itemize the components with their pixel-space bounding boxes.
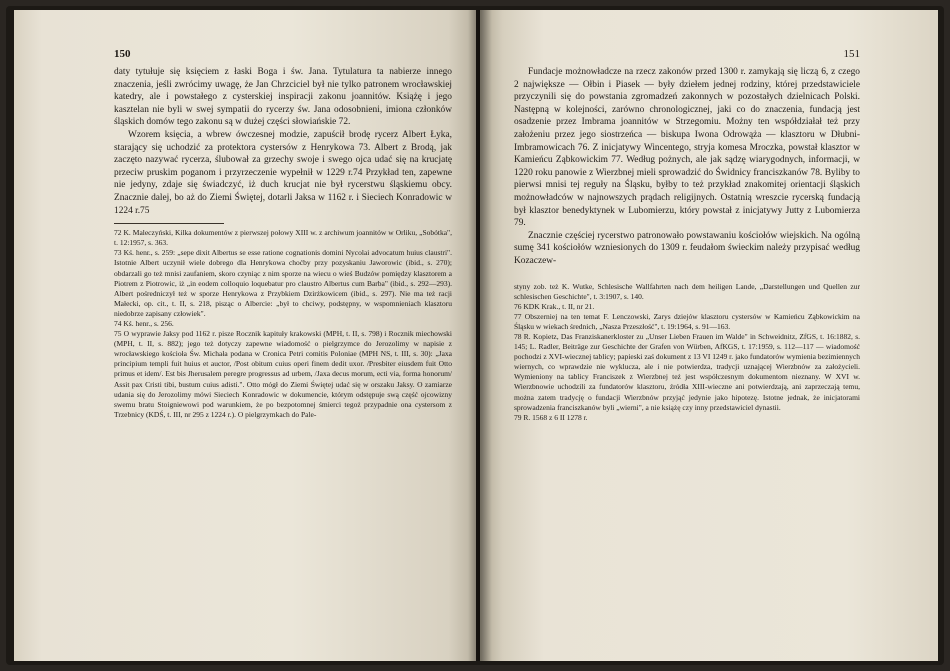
paragraph: Fundacje możnowładcze na rzecz zakonów przed 1300 r. zamykają się liczą 6, z czego 2 największe — Ołbin i Piasek — były dziełem jednej rodziny, której przedstawiciele przyczynili się do powstania zgromadzeń zakonnych w pozostałych dzielnicach Polski. Następną w kolejności, zarówno chronologicznej, jaki co do znaczenia, fundacją jest osadzenie przez Imbrama joannitów w Strzegomiu. Możny ten współdziałał też przy założeniu przez jego siostrzeńca — biskupa Iwona Odrowąża — klasztoru w Dłubni-Imbramowicach 76. Z inicjatywy Wincentego, stryja komesa Mroczka, powstał klasztor w Kamieńcu Ząbkowickim 77. Według pożnych, ale jak sądzę wiarygodnych, informacji, w 1220 roku panowie z Wierzbnej mieli sprowadzić do Świdnicy franciszkanów 78. Byliby to pierwsi mnisi tej reguły na Śląsku, byłby to też przykład znakomitej orientacji śląskich możnowładców w najnowszych prądach religijnych. Ostatnią wreszcie rycerską fundacją był klasztor benedyktynek w Lubomierzu, który powstał z inicjatywy Jutty z Lubomierza 79. [514,67,860,229]
footnotes [114,228,452,420]
footnote: 76 KDK Krak., t. II, nr 21. [514,301,595,311]
main-text [114,66,452,217]
page-number: 151 [843,48,860,60]
footnote: styny zob. też K. Wutke, Schlesische Wallfahrten nach dem heiligen Lande, „Darstellungen und Quellen zur schlesischen Geschichte", t. 3:1907, s. 140. [514,281,860,301]
footnote-rule [114,223,224,224]
left-page [14,10,476,661]
footnote: 72 K. Maleczyński, Kilka dokumentów z pierwszej połowy XIII w. z archiwum joannitów w Orliku, „Sobótka", t. 12:1957, s. 363. [114,228,452,248]
right-page-content [514,48,860,423]
footnote: 77 Obszerniej na ten temat F. Lenczowski, Zarys dziejów klasztoru cystersów w Kamieńcu Ząbkowickim na Śląsku w wiekach średnich, „Nasza Przeszłość", t. 19:1964, s. 91—163. [514,311,860,331]
paragraph: Znacznie częściej rycerstwo patronowało powstawaniu kościołów wiejskich. Na ogólną sumę 341 kościołów wzniesionych do 1309 r. feudałom świeckim należy przypisać według Kozaczew- [514,230,860,266]
book-spread [6,6,944,665]
paragraph: Wzorem księcia, a wbrew ówczesnej modzie, zapuścił brodę rycerz Albert Łyka, starający się uchodzić za protektora cystersów z Henrykowa 73. Albert z Brodą, jak zaczęto nazywać rycerza, ślubował za grzechy swoje i swego ojca udać się na krucjatę przeciw pruskim poganom i przyrzeczenie wypełnił w 1229 r.74 Przykład ten, zapewne nie jedyny, zdaje się świadczyć, iż duch krucjat nie był rycerstwu śląskiemu obcy. Znacznie dalej, bo aż do Ziemi Świętej, dotarli Jaksa w 1162 r. i Sieciech Konradowic w 1224 r.75 [114,129,452,216]
footnote: 79 R. 1568 z 6 II 1278 r. [514,412,588,422]
footnotes [514,282,860,423]
main-text [514,66,860,268]
footnote: 78 R. Kopietz, Das Franziskanerkloster zu „Unser Lieben Frauen im Walde" in Schweidnitz, ZfGS, t. 16:1882, s. 145; L. Radler, Beiträge zur Geschichte der Grafen von Würben, AfKGS, t. 17:1959, s. 112—117 — wiadomość pochodzi z XVI-wiecznej tablicy; papieski zaś dokument z 13 VI 1249 r. jako fundatorów wymienia bezimiennych wiernych, co wprawdzie nie wyklucza, ale i nie potwierdza, tradycji uznającej Wierzbnów za założycieli. Wymieniony na tablicy Franciszek z Wierzbnej też jest współczesnym dokumentom nieznany. W XVI w. Wierzbnowie uchodzili za fundatorów klasztoru, źródła XIII-wieczne ani potwierdzają, ani zaprzeczają temu, można zatem tradycję o fundacji Wierzbnów przyjąć jedynie jako hipotezę. Istotne jednak, że inicjatorami sprowadzenia franciszkanów byli „wierni", a nie książę czy inny przedstawiciel dynastii. [514,331,860,412]
footnote: 73 Kś. henr., s. 259: „sepe dixit Albertus se esse ratione cognationis domini Nycolai advocatum huius claustri". Istotnie Albert uczynił wiele dobrego dla Henrykowa choćby przy pozyskaniu Jaworowic (ibid., s. 270); obdarzali go też mnisi zaufaniem, skoro czyniąc z nim sporze na wiecu o wieś Budzów pomiędzy klasztorem a Piotrem z Piotrowic, iż „in eodem colloquio loquebatur pro claustro Albertus cum Barba" (ibid., s. 292—293). Albert pośredniczył też w sporze Henrykowa z Przybkiem Dzirżkowicem (ibid., s. 297). Nie ma też racji Małecki, op. cit., t. II, s. 218, pisząc o Albercie: „był to chciwy, podstępny, w wspomnieniach klasztoru niedobrze zapisany człowiek". [114,248,452,318]
footnote: 75 O wyprawie Jaksy pod 1162 r. pisze Rocznik kapituły krakowski (MPH, t. II, s. 798) i Rocznik miechowski (MPH, t. II, s. 882); jego też dotyczy zapewne wiadomość o pielgrzymce do Jerozolimy w napisie z wrocławskiego kościoła Św. Michała podana w Cronica Petri comitis Poloniae (MPH NS, t. III, s. 30): „Jaxa principium templi fuit huius et auctor, /Post obitum cuius operi finem dedit uxor. /Presbiter eiusdem fuit Otto primus et idem/. Est bis Jherusalem peregre progressus ad urbem, /Jaxa decus morum, ecti via, forma honorum/ Assit pax Cristi tibi, bustum cuius adisti.". Otto mógł do Ziemi Świętej udać się w orszaku Jaksy. O zamiarze udania się do Jerozolimy mówi Sieciech Konradowic w dokumencie, którym odstępuje swą część ojcowizny swemu bratu Stoigniewowi pod warunkiem, że po bezpotomnej śmierci tegoż przypadnie ona cystersom z Trzebnicy (KDŚ, t. III, nr 295 z 1224 r.). O pielgrzymkach do Pale- [114,329,452,419]
right-page [480,10,938,661]
footnote: 74 Kś. henr., s. 256. [114,318,174,328]
paragraph: daty tytułuje się księciem z łaski Boga i św. Jana. Tytulatura ta nabierze innego znaczenia, jeśli zwrócimy uwagę, że Jan Chrzciciel był nie tylko patronem wrocławskiej katedry, ale i powstałego z cysterskiej inspiracji zakonu joannitów. Książę i jego kasztelan nie byli w swej sympatii do rycerzy św. Jana odosobnieni, imiona członków śląskich domów tego zakonu są w dużej części słowiańskie 72. [114,67,452,128]
page-number: 150 [114,48,131,60]
left-page-content [114,48,452,420]
